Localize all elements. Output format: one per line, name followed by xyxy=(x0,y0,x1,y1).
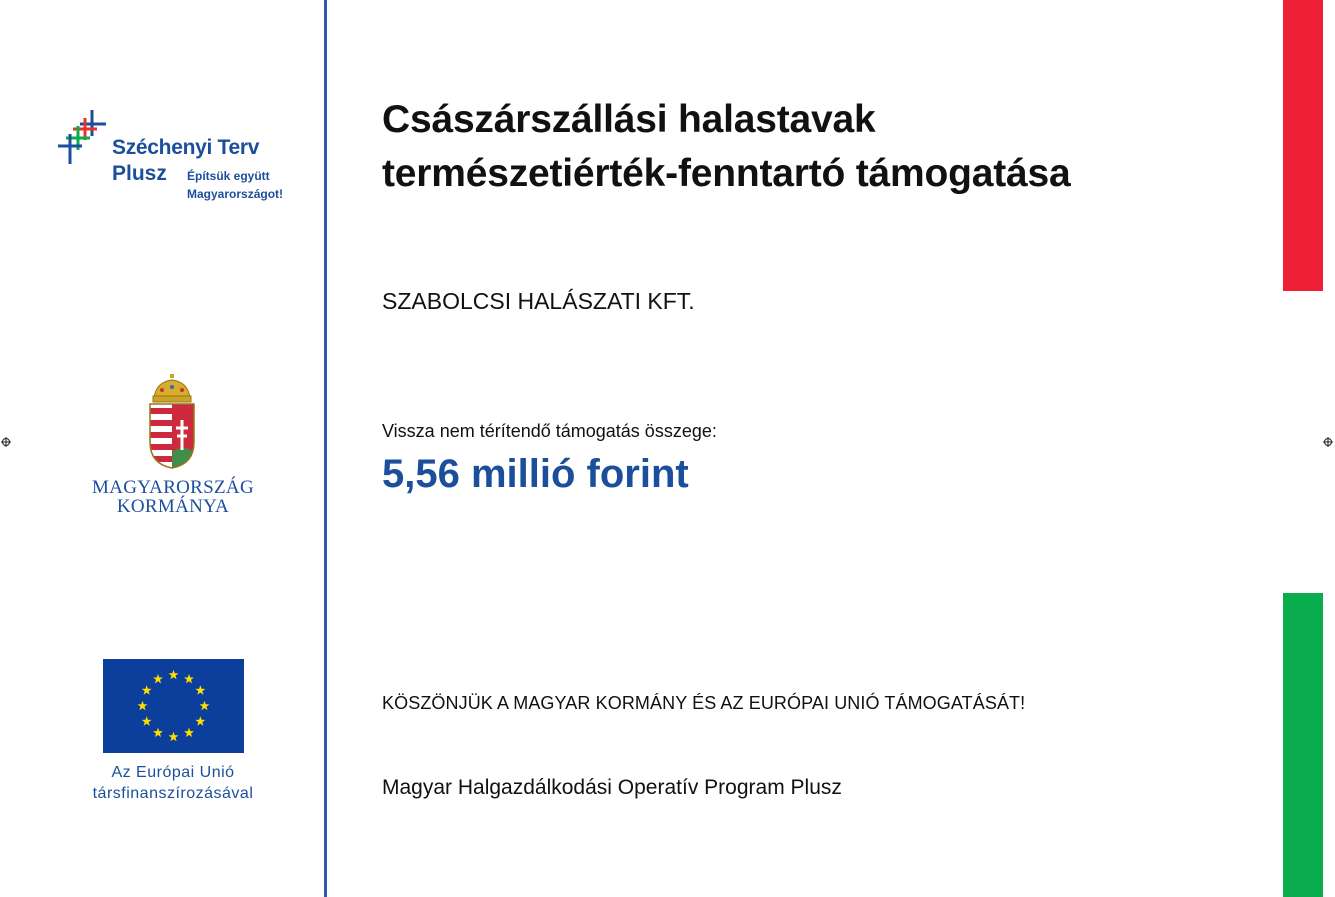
eu-star-icon xyxy=(153,728,163,737)
government-name-line2: KORMÁNYA xyxy=(116,496,230,517)
szechenyi-slogan-line1: Építsük együtt xyxy=(187,169,270,183)
eu-flag-icon xyxy=(103,659,244,753)
government-name-line1: MAGYARORSZÁG xyxy=(92,477,254,498)
eu-star-icon xyxy=(200,701,210,710)
grant-amount-value: 5,56 millió forint xyxy=(382,452,689,496)
beneficiary-name: SZABOLCSI HALÁSZATI KFT. xyxy=(382,288,695,314)
flag-stripe-green xyxy=(1283,593,1323,897)
eu-star-icon xyxy=(195,685,205,694)
hungarian-coat-of-arms-icon xyxy=(146,372,198,470)
vertical-divider xyxy=(324,0,327,897)
eu-star-icon xyxy=(142,685,152,694)
project-title-line1: Császárszállási halastavak xyxy=(382,98,876,141)
eu-star-icon xyxy=(184,674,194,683)
logo-column xyxy=(0,0,324,897)
eu-caption-line1: Az Európai Unió xyxy=(111,764,235,781)
eu-star-icon xyxy=(169,732,179,741)
szechenyi-terv-logo xyxy=(56,106,306,206)
eu-star-icon xyxy=(153,674,163,683)
szechenyi-name-line1: Széchenyi Terv xyxy=(112,136,260,159)
szechenyi-cross-mark-icon xyxy=(56,106,108,168)
eu-caption-line2: társfinanszírozásával xyxy=(92,785,254,802)
operational-program-name: Magyar Halgazdálkodási Operatív Program Plusz xyxy=(382,776,842,799)
eu-stars-icon xyxy=(103,659,244,753)
registration-mark-right-icon xyxy=(1323,437,1333,447)
eu-star-icon xyxy=(142,716,152,725)
project-title-line2: természetiérték-fenntartó támogatása xyxy=(382,152,1071,195)
eu-star-icon xyxy=(184,728,194,737)
szechenyi-slogan-line2: Magyarországot! xyxy=(187,187,284,201)
szechenyi-name-line2: Plusz xyxy=(112,162,167,185)
registration-mark-left-icon xyxy=(1,437,11,447)
eu-star-icon xyxy=(169,670,179,679)
eu-star-icon xyxy=(195,716,205,725)
grant-amount-label: Vissza nem térítendő támogatás összege: xyxy=(382,421,717,441)
eu-star-icon xyxy=(138,701,148,710)
flag-stripe-red xyxy=(1283,0,1323,291)
thank-you-statement: KÖSZÖNJÜK A MAGYAR KORMÁNY ÉS AZ EURÓPAI UNIÓ TÁMOGATÁSÁT! xyxy=(382,693,1026,713)
